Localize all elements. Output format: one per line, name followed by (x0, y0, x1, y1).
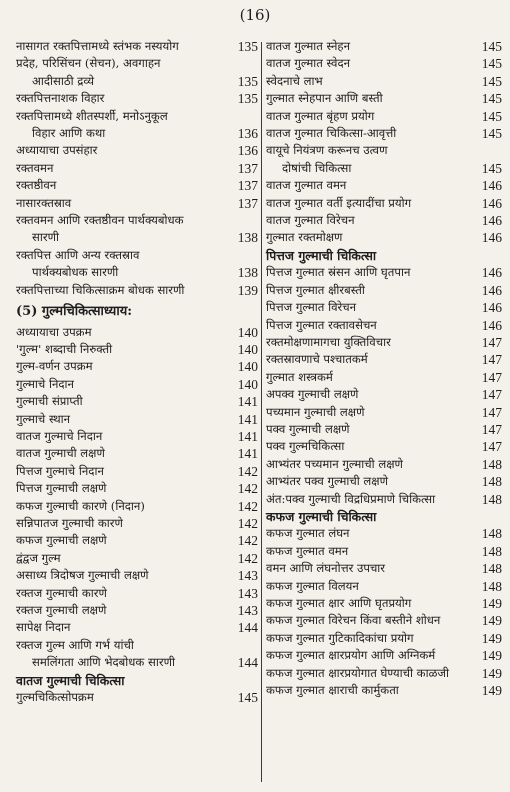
toc-entry (16, 55, 258, 72)
toc-entry-page: 144 (237, 655, 258, 671)
toc-entry (266, 351, 502, 368)
toc-entry-title: पित्तज गुल्माची चिकित्सा (266, 247, 377, 263)
toc-entry (16, 282, 258, 299)
toc-entry (16, 195, 258, 212)
toc-entry-title: अध्यायाचा उपक्रम (16, 324, 92, 339)
toc-entry-title: समलिंगता आणि भेदबोधक सारणी (32, 655, 175, 670)
toc-entry-title: आभ्यंतर पक्व गुल्माची लक्षणे (266, 474, 388, 489)
toc-entry-title: पित्तज गुल्मात विरेचन (266, 300, 357, 315)
toc-entry-page: 137 (237, 178, 258, 194)
toc-entry-page: 145 (481, 126, 502, 142)
toc-entry (266, 386, 502, 403)
column-divider (261, 42, 262, 782)
toc-entry-page: 147 (481, 334, 502, 350)
toc-entry (16, 532, 258, 549)
toc-entry-title: पित्तज गुल्मात क्षीरबस्ती (266, 282, 365, 297)
toc-entry-page: 146 (481, 230, 502, 246)
toc-entry-page: 147 (481, 421, 502, 437)
toc-entry (16, 480, 258, 497)
toc-entry-title: पित्तज गुल्माची लक्षणे (16, 481, 107, 496)
toc-entry-page: 138 (237, 230, 258, 246)
toc-entry-title: कफज गुल्मात क्षारप्रयोगात घेण्याची काळजी (266, 665, 450, 680)
toc-entry-title: आदीसाठी द्रव्ये (32, 73, 95, 88)
toc-entry (16, 247, 258, 264)
toc-section-heading (16, 303, 258, 320)
toc-entry-title: पच्यमान गुल्माची लक्षणे (266, 404, 365, 419)
toc-entry-title: गुल्मचिकित्सोपक्रम (16, 690, 94, 705)
toc-entry (16, 463, 258, 480)
toc-entry-title: वातज गुल्माची चिकित्सा (16, 672, 125, 688)
toc-entry (16, 550, 258, 567)
toc-entry-title: रक्तमोक्षणामागचा युक्तिविचार (266, 334, 391, 349)
toc-entry-title: कफज गुल्मात क्षारप्रयोग आणि अग्निकर्म (266, 648, 436, 663)
toc-entry-page: 148 (481, 456, 502, 472)
toc-entry-title: पार्थक्यबोधक सारणी (32, 265, 119, 280)
toc-entry-page: 148 (481, 474, 502, 490)
toc-entry-page: 145 (481, 56, 502, 72)
toc-entry-title: रक्तज गुल्म आणि गर्भ यांची (16, 637, 134, 652)
toc-entry-page: 145 (481, 73, 502, 89)
toc-entry-title: गुल्माची संप्राप्ती (16, 394, 83, 409)
toc-entry-title: असाध्य त्रिदोषज गुल्माची लक्षणे (16, 568, 149, 583)
toc-entry-page: 149 (481, 648, 502, 664)
toc-entry-title: कफज गुल्मात क्षाराची कार्मुकता (266, 683, 399, 698)
toc-entry (266, 229, 502, 246)
toc-entry (266, 90, 502, 107)
toc-entry-title: वातज गुल्मात वर्ती इत्यादींचा प्रयोग (266, 195, 412, 210)
toc-entry-title: कफज गुल्मात विरेचन किंवा बस्तीने शोधन (266, 613, 441, 628)
toc-entry-page: 149 (481, 665, 502, 681)
toc-entry (16, 358, 258, 375)
toc-entry-title: कफज गुल्मात वमन (266, 543, 349, 558)
toc-entry-page: 142 (237, 498, 258, 514)
toc-entry-page: 147 (481, 404, 502, 420)
toc-entry (266, 264, 502, 281)
toc-entry-page: 140 (237, 341, 258, 357)
toc-entry (266, 665, 502, 682)
toc-entry-page: 141 (237, 428, 258, 444)
toc-entry-title: वातज गुल्मात चिकित्सा-आवृत्ती (266, 126, 397, 141)
toc-entry-title: गुल्माचे निदान (16, 376, 74, 391)
toc-entry-page: 145 (481, 39, 502, 54)
toc-entry-page: 148 (481, 526, 502, 542)
toc-entry-title: गुल्म-वर्णन उपक्रम (16, 359, 93, 374)
toc-entry-title: वातज गुल्मात बृंहण प्रयोग (266, 108, 375, 123)
toc-entry (16, 324, 258, 341)
toc-entry (266, 125, 502, 142)
toc-entry-title: रक्तष्ठीवन (16, 178, 57, 193)
toc-section-heading (266, 247, 502, 264)
toc-entry (266, 438, 502, 455)
toc-entry (266, 108, 502, 125)
toc-entry-page: 142 (237, 533, 258, 549)
toc-entry-page: 142 (237, 515, 258, 531)
toc-entry (16, 567, 258, 584)
toc-entry-title: कफज गुल्मात गुटिकादिकांचा प्रयोग (266, 630, 414, 645)
toc-entry-title: कफज गुल्मात विलयन (266, 578, 359, 593)
toc-entry-page: 149 (481, 683, 502, 699)
toc-entry-title: कफज गुल्माची लक्षणे (16, 533, 107, 548)
toc-entry-title: अपक्व गुल्माची लक्षणे (266, 387, 359, 402)
toc-entry-page: 147 (481, 352, 502, 368)
toc-entry-page: 142 (237, 481, 258, 497)
toc-entry-title: आभ्यंतर पच्यमान गुल्माची लक्षणे (266, 456, 403, 471)
toc-entry (16, 654, 258, 671)
toc-entry-page: 148 (481, 561, 502, 577)
toc-entry (16, 73, 258, 90)
toc-entry (16, 445, 258, 462)
toc-entry-title: प्रदेह, परिसिंचन (सेचन), अवगाहन (16, 56, 161, 71)
toc-entry (266, 421, 502, 438)
toc-entry (16, 142, 258, 159)
toc-entry (266, 595, 502, 612)
toc-entry-page: 138 (237, 265, 258, 281)
toc-entry-title: पित्तज गुल्माचे निदान (16, 463, 104, 478)
toc-entry-page: 148 (481, 543, 502, 559)
toc-entry (266, 334, 502, 351)
toc-entry (16, 212, 258, 229)
toc-entry-page: 136 (237, 143, 258, 159)
toc-entry-page: 137 (237, 195, 258, 211)
toc-entry (266, 299, 502, 316)
toc-entry-title: द्वंद्वज गुल्म (16, 550, 61, 565)
toc-entry-title: वातज गुल्मात विरेचन (266, 213, 355, 228)
toc-entry (266, 578, 502, 595)
toc-entry-page: 149 (481, 613, 502, 629)
toc-entry-page: 137 (237, 160, 258, 176)
toc-entry-title: विहार आणि कथा (32, 126, 106, 141)
toc-entry-page: 143 (237, 603, 258, 618)
toc-entry (266, 177, 502, 194)
toc-entry (266, 560, 502, 577)
toc-entry-page: 146 (481, 265, 502, 281)
toc-entry (266, 195, 502, 212)
toc-entry-title: पक्व गुल्मचिकित्सा (266, 439, 345, 454)
toc-entry-title: गुल्मात रक्तमोक्षण (266, 230, 343, 245)
toc-entry (266, 38, 502, 55)
toc-entry-title: नासारक्तस्राव (16, 195, 72, 210)
toc-entry (16, 619, 258, 636)
toc-entry-page: 139 (237, 282, 258, 298)
toc-entry-page: 141 (237, 411, 258, 427)
toc-entry (266, 525, 502, 542)
toc-entry (16, 637, 258, 654)
toc-entry (16, 585, 258, 602)
toc-entry (16, 689, 258, 706)
toc-entry (266, 55, 502, 72)
toc-entry-title: रक्तज गुल्माची कारणे (16, 585, 107, 600)
toc-section-heading (16, 672, 258, 689)
toc-entry-page: 145 (481, 160, 502, 176)
toc-entry-page: 141 (237, 446, 258, 462)
toc-entry-title: गुल्माचे स्थान (16, 411, 71, 426)
toc-entry-title: कफज गुल्मात क्षार आणि घृतप्रयोग (266, 596, 412, 610)
page-number: (16) (239, 6, 271, 24)
toc-entry-page: 147 (481, 387, 502, 403)
toc-entry (266, 404, 502, 421)
toc-entry (266, 682, 502, 699)
toc-entry (266, 473, 502, 490)
toc-entry-title: वातज गुल्माची लक्षणे (16, 446, 105, 461)
toc-column-left (16, 38, 258, 706)
toc-entry-page: 142 (237, 550, 258, 566)
toc-entry-title: वातज गुल्माचे निदान (16, 428, 103, 443)
toc-entry (266, 630, 502, 647)
toc-entry (16, 38, 258, 55)
toc-entry-title: पित्तज गुल्मात रक्तावसेचन (266, 317, 377, 332)
toc-entry-title: कफज गुल्माची कारणे (निदान) (16, 498, 145, 513)
toc-column-right (266, 38, 502, 699)
toc-entry (16, 125, 258, 142)
toc-entry-title: रक्तस्रावणाचे पश्चातकर्म (266, 352, 368, 367)
toc-entry-page: 145 (481, 108, 502, 124)
toc-entry (16, 515, 258, 532)
toc-entry-page: 148 (481, 491, 502, 507)
toc-entry-page: 145 (237, 690, 258, 706)
toc-entry (266, 73, 502, 90)
toc-entry-page: 144 (237, 620, 258, 636)
toc-entry-page: 149 (481, 630, 502, 646)
toc-entry-page: 135 (237, 91, 258, 107)
toc-entry (266, 282, 502, 299)
toc-entry-page: 146 (481, 282, 502, 298)
toc-entry (266, 543, 502, 560)
toc-entry (16, 411, 258, 428)
toc-entry (266, 612, 502, 629)
toc-entry-title: वमन आणि लंघनोत्तर उपचार (266, 561, 386, 576)
toc-entry (266, 647, 502, 664)
toc-entry-title: कफज गुल्मात लंघन (266, 526, 350, 541)
toc-entry-title: पित्तज गुल्मात स्रंसन आणि घृतपान (266, 265, 411, 280)
toc-entry-title: कफज गुल्माची चिकित्सा (266, 508, 377, 524)
toc-entry-title: दोषांची चिकित्सा (282, 160, 352, 175)
toc-entry-page: 145 (481, 91, 502, 107)
toc-entry-title: वायूचे नियंत्रण करूनच उत्वण (266, 143, 388, 158)
toc-entry (266, 491, 502, 508)
toc-entry-title: रक्तपित्त आणि अन्य रक्तस्राव (16, 247, 140, 262)
toc-entry (16, 341, 258, 358)
toc-entry-title: सापेक्ष निदान (16, 620, 71, 635)
toc-entry-title: सन्निपातज गुल्माची कारणे (16, 515, 123, 530)
toc-entry-title: स्वेदनाचे लाभ (266, 73, 323, 88)
toc-entry (16, 264, 258, 281)
toc-entry-title: 'गुल्म' शब्दाची निरुक्ती (16, 341, 113, 356)
toc-entry (16, 376, 258, 393)
toc-entry (16, 177, 258, 194)
toc-entry-page: 140 (237, 324, 258, 340)
toc-entry (16, 90, 258, 107)
toc-entry-title: नासागत रक्तपित्तामध्ये स्तंभक नस्ययोग (16, 39, 179, 53)
toc-entry-title: (5) गुल्मचिकित्साध्याय: (16, 304, 133, 320)
toc-entry-page: 140 (237, 359, 258, 375)
toc-entry-title: रक्तज गुल्माची लक्षणे (16, 603, 107, 617)
toc-entry (16, 602, 258, 619)
toc-entry-page: 147 (481, 369, 502, 385)
toc-entry (266, 369, 502, 386)
toc-entry-title: सारणी (32, 230, 59, 245)
toc-entry-page: 148 (481, 578, 502, 594)
toc-entry-title: गुल्मात शस्त्रकर्म (266, 369, 333, 384)
toc-entry-title: गुल्मात स्नेहपान आणि बस्ती (266, 91, 383, 106)
toc-entry-page: 149 (481, 596, 502, 611)
toc-entry-page: 143 (237, 585, 258, 601)
toc-entry-title: रक्तपित्ताच्या चिकित्साक्रम बोधक सारणी (16, 282, 185, 297)
toc-entry-page: 146 (481, 213, 502, 229)
toc-entry (16, 498, 258, 515)
toc-entry-title: पक्व गुल्माची लक्षणे (266, 421, 350, 436)
toc-entry (266, 142, 502, 159)
toc-section-heading (266, 508, 502, 525)
toc-entry-title: वातज गुल्मात वमन (266, 178, 347, 193)
toc-entry-page: 135 (237, 39, 258, 54)
toc-entry (16, 393, 258, 410)
toc-entry-page: 146 (481, 317, 502, 333)
toc-entry-page: 146 (481, 300, 502, 316)
toc-entry-page: 142 (237, 463, 258, 479)
toc-entry-page: 143 (237, 568, 258, 584)
toc-entry-title: वातज गुल्मात स्वेदन (266, 56, 351, 71)
toc-entry (266, 456, 502, 473)
toc-entry-title: रक्तपित्तनाशक विहार (16, 91, 105, 106)
toc-entry-title: वातज गुल्मात स्नेहन (266, 39, 351, 53)
toc-entry-title: रक्तपित्तामध्ये शीतस्पर्शी, मनोऽनुकूल (16, 108, 168, 123)
toc-entry-title: अध्यायाचा उपसंहार (16, 143, 98, 158)
toc-entry-page: 140 (237, 376, 258, 392)
toc-entry (266, 317, 502, 334)
toc-entry-page: 141 (237, 394, 258, 410)
toc-entry-title: रक्तवमन आणि रक्तष्ठीवन पार्थक्यबोधक (16, 213, 184, 228)
toc-entry (266, 160, 502, 177)
toc-entry (16, 160, 258, 177)
toc-entry (266, 212, 502, 229)
toc-entry (16, 229, 258, 246)
toc-entry (16, 108, 258, 125)
toc-entry-title: अंत:पक्व गुल्माची विद्रधिप्रमाणे चिकित्सा (266, 491, 436, 506)
toc-entry-page: 147 (481, 439, 502, 455)
toc-entry-page: 146 (481, 178, 502, 194)
toc-entry-title: रक्तवमन (16, 160, 54, 175)
toc-entry-page: 136 (237, 126, 258, 142)
toc-entry-page: 135 (237, 73, 258, 89)
toc-entry-page: 146 (481, 195, 502, 211)
toc-entry (16, 428, 258, 445)
